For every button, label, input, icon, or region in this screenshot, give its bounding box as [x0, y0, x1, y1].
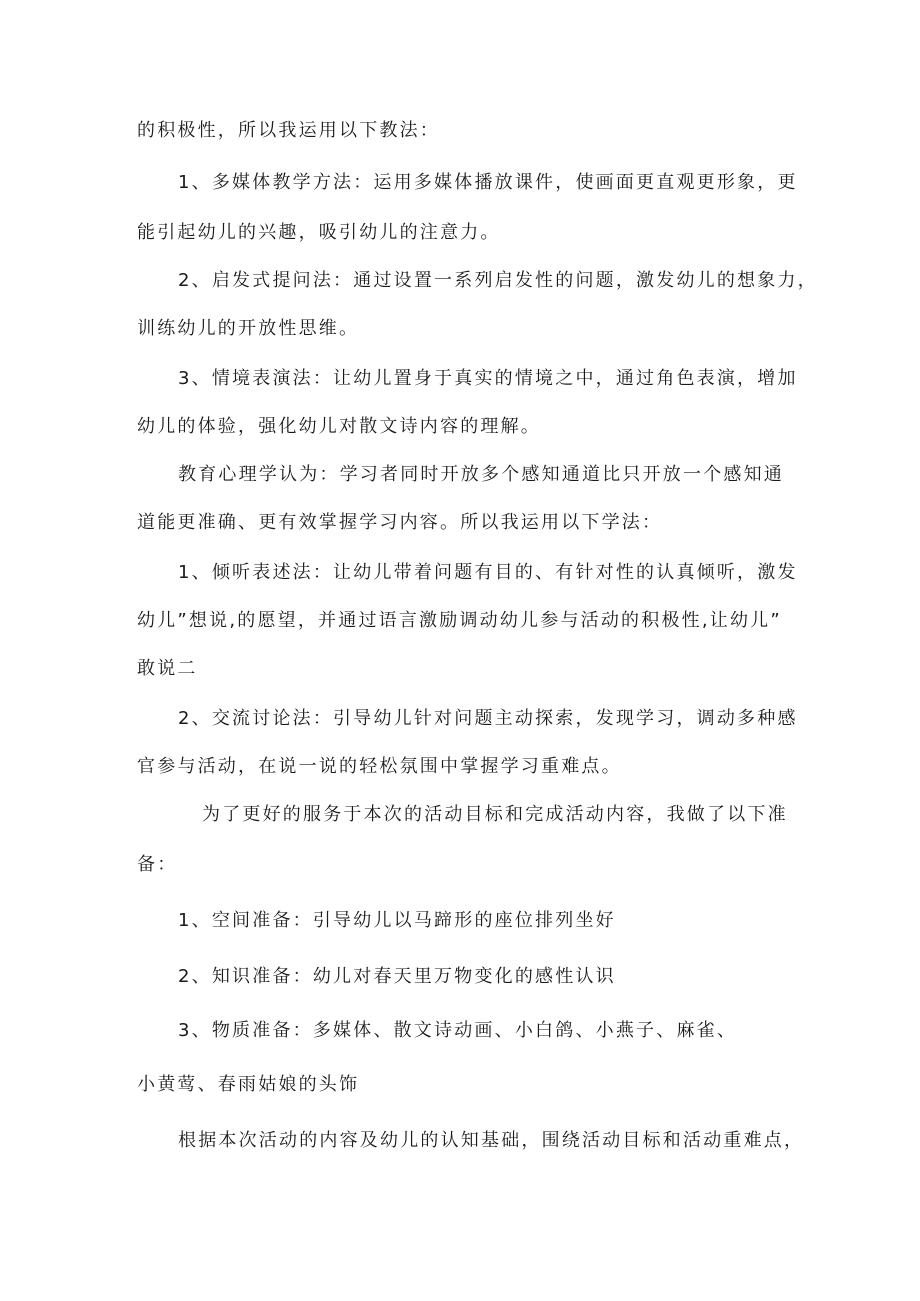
text-line: 幼儿的体验，强化幼儿对散文诗内容的理解。	[137, 416, 541, 437]
text-line: 1、多媒体教学方法：运用多媒体播放课件，使画面更直观更形象，更	[178, 172, 798, 193]
text-line: 1、倾听表述法：让幼儿带着问题有目的、有针对性的认真倾听，激发	[178, 562, 798, 583]
text-line: 2、知识准备：幼儿对春天里万物变化的感性认识	[178, 966, 616, 987]
text-line: 小黄莺、春雨姑娘的头饰	[137, 1074, 360, 1095]
text-line: 能引起幼儿的兴趣，吸引幼儿的注意力。	[137, 222, 501, 243]
text-line: 官参与活动，在说一说的轻松氛围中掌握学习重难点。	[137, 756, 622, 777]
text-line: 为了更好的服务于本次的活动目标和完成活动内容，我做了以下准	[202, 804, 788, 825]
text-line: 根据本次活动的内容及幼儿的认知基础，围绕活动目标和活动重难点，	[178, 1130, 805, 1151]
text-line: 幼儿”想说,的愿望，并通过语言激励调动幼儿参与活动的积极性,让幼儿”	[137, 610, 782, 631]
text-line: 3、情境表演法：让幼儿置身于真实的情境之中，通过角色表演，增加	[178, 368, 798, 389]
text-line: 道能更准确、更有效掌握学习内容。所以我运用以下学法：	[137, 512, 663, 533]
text-line: 敢说二	[137, 658, 198, 679]
text-line: 2、启发式提问法：通过设置一系列启发性的问题，激发幼儿的想象力，	[178, 270, 818, 291]
text-line: 1、空间准备：引导幼儿以马蹄形的座位排列坐好	[178, 910, 616, 931]
text-line: 2、交流讨论法：引导幼儿针对问题主动探索，发现学习，调动多种感	[178, 708, 798, 729]
text-line: 的积极性，所以我运用以下教法：	[137, 120, 440, 141]
text-line: 教育心理学认为：学习者同时开放多个感知通道比只开放一个感知通	[178, 464, 784, 485]
text-line: 备：	[137, 854, 178, 875]
text-line: 训练幼儿的开放性思维。	[137, 318, 360, 339]
text-line: 3、物质准备：多媒体、散文诗动画、小白鸽、小燕子、麻雀、	[178, 1020, 738, 1041]
